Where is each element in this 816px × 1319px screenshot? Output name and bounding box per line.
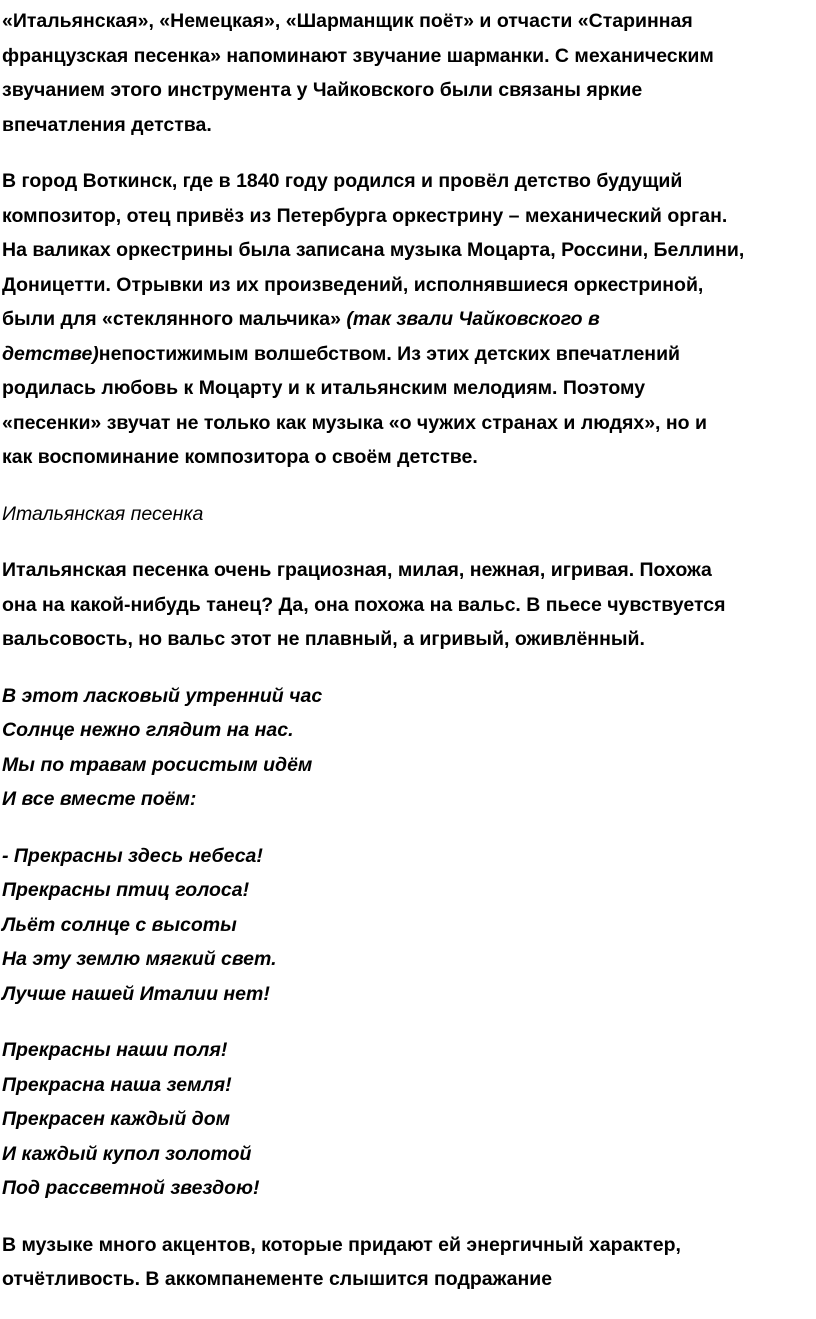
- text-line: На валиках оркестрины была записана музыка Моцарта, Россини, Беллини,: [2, 239, 745, 261]
- text-line-mixed: [2, 302, 812, 337]
- text-line: Доницетти. Отрывки из их произведений, исполнявшиеся оркестриной,: [2, 273, 704, 296]
- poem-line: Под рассветной звездою!: [2, 1177, 260, 1199]
- text-fragment: непостижимым волшебством. Из этих детских впечатлений: [98, 342, 681, 365]
- poem-line: Лучше нашей Италии нет!: [2, 982, 270, 1005]
- poem-stanza-1: [2, 679, 812, 817]
- text-line: отчётливость. В аккомпанементе слышится подражание: [2, 1268, 553, 1290]
- text-line-mixed: [2, 337, 812, 372]
- italic-fragment: (так звали Чайковского в: [346, 308, 600, 330]
- poem-stanza-3: [2, 1033, 812, 1206]
- poem-line: Прекрасна наша земля!: [2, 1073, 232, 1096]
- poem-line: На эту землю мягкий свет.: [2, 948, 277, 970]
- poem-line: Льёт солнце с высоты: [2, 913, 237, 936]
- paragraph-accents: [2, 1228, 812, 1297]
- text-line: звучанием этого инструмента у Чайковского были связаны яркие: [2, 79, 643, 101]
- poem-line: Прекрасен каждый дом: [2, 1108, 231, 1130]
- poem-line: Прекрасны птиц голоса!: [2, 879, 250, 901]
- poem-line: И каждый купол золотой: [2, 1142, 252, 1165]
- poem-line: И все вместе поём:: [2, 788, 197, 810]
- poem-line: Солнце нежно глядит на нас.: [2, 719, 294, 741]
- poem-line: В этот ласковый утренний час: [2, 684, 323, 707]
- italic-fragment: детстве): [2, 342, 99, 365]
- text-line: вальсовость, но вальс этот не плавный, а игривый, оживлённый.: [2, 628, 645, 650]
- text-line: В город Воткинск, где в 1840 году родился и провёл детство будущий: [2, 170, 683, 192]
- text-line: как воспоминание композитора о своём детстве.: [2, 446, 478, 468]
- text-line: «песенки» звучат не только как музыка «о чужих странах и людях», но и: [2, 411, 707, 434]
- text-line: композитор, отец привёз из Петербурга оркестрину – механический орган.: [2, 204, 728, 227]
- poem-line: Мы по травам росистым идём: [2, 753, 313, 776]
- document-page: [2, 4, 812, 1319]
- section-heading: Итальянская песенка: [2, 502, 204, 525]
- text-line: В музыке много акцентов, которые придают ей энергичный характер,: [2, 1233, 681, 1256]
- text-line: впечатления детства.: [2, 113, 212, 136]
- poem-stanza-2: [2, 839, 812, 1012]
- poem-line: Прекрасны наши поля!: [2, 1039, 228, 1061]
- text-line: родилась любовь к Моцарту и к итальянским мелодиям. Поэтому: [2, 377, 646, 399]
- paragraph-intro: [2, 4, 812, 142]
- text-fragment: были для «стеклянного мальчика»: [2, 308, 347, 330]
- paragraph-votkinsk: [2, 164, 812, 475]
- section-heading-block: [2, 497, 812, 532]
- text-line: она на какой-нибудь танец? Да, она похожа на вальс. В пьесе чувствуется: [2, 593, 726, 616]
- paragraph-description: [2, 553, 812, 657]
- text-line: Итальянская песенка очень грациозная, милая, нежная, игривая. Похожа: [2, 559, 712, 581]
- text-line: «Итальянская», «Немецкая», «Шарманщик поёт» и отчасти «Старинная: [2, 10, 693, 32]
- text-line: французская песенка» напоминают звучание шарманки. С механическим: [2, 44, 714, 67]
- poem-line: - Прекрасны здесь небеса!: [2, 844, 263, 867]
